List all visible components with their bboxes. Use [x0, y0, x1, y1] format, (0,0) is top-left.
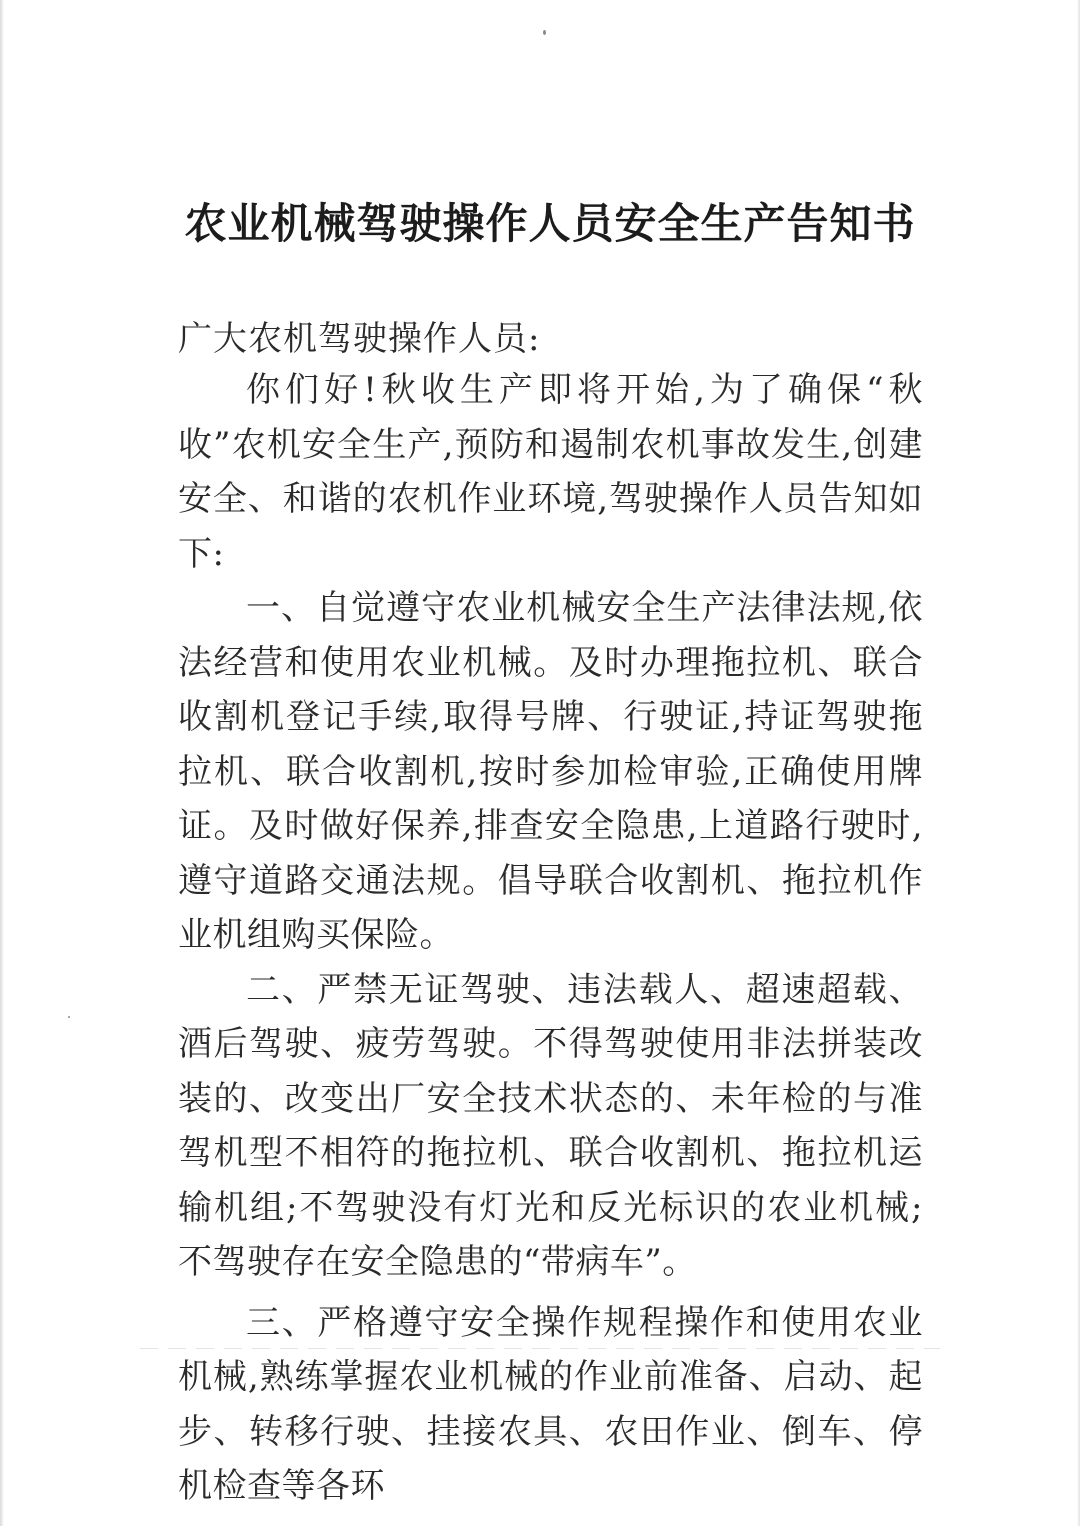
scan-speck — [68, 1016, 70, 1018]
paragraph-item-2: 二、严禁无证驾驶、违法载人、超速超载、酒后驾驶、疲劳驾驶。不得驾驶使用非法拼装改装的、改变出厂安全技术状态的、未年检的与准驾机型不相符的拖拉机、联合收割机、拖拉机运输机组;不驾驶没有灯光和反光标识的农业机械;不驾驶存在安全隐患的“带病车”。 — [178, 969, 923, 1282]
salutation: 广大农机驾驶操作人员: — [178, 319, 541, 359]
document-body — [178, 363, 923, 1514]
document-title: 农业机械驾驶操作人员安全生产告知书 — [184, 199, 916, 248]
scan-bottom-line — [140, 1348, 940, 1349]
paragraph-item-1: 一、自觉遵守农业机械安全生产法律法规,依法经营和使用农业机械。及时办理拖拉机、联合收割机登记手续,取得号牌、行驶证,持证驾驶拖拉机、联合收割机,按时参加检审验,正确使用牌证。及时做好保养,排查安全隐患,上道路行驶时,遵守道路交通法规。倡导联合收割机、拖拉机作业机组购买保险。 — [178, 588, 923, 955]
scan-speck — [543, 30, 546, 35]
paragraph-greeting: 你们好!秋收生产即将开始,为了确保“秋收”农机安全生产,预防和遏制农机事故发生,创建安全、和谐的农机作业环境,驾驶操作人员告知如下: — [178, 370, 923, 574]
scan-edge-left — [0, 0, 4, 1526]
paragraph-item-3: 三、严格遵守安全操作规程操作和使用农业机械,熟练掌握农业机械的作业前准备、启动、起步、转移行驶、挂接农具、农田作业、倒车、停机检查等各环 — [178, 1302, 923, 1506]
